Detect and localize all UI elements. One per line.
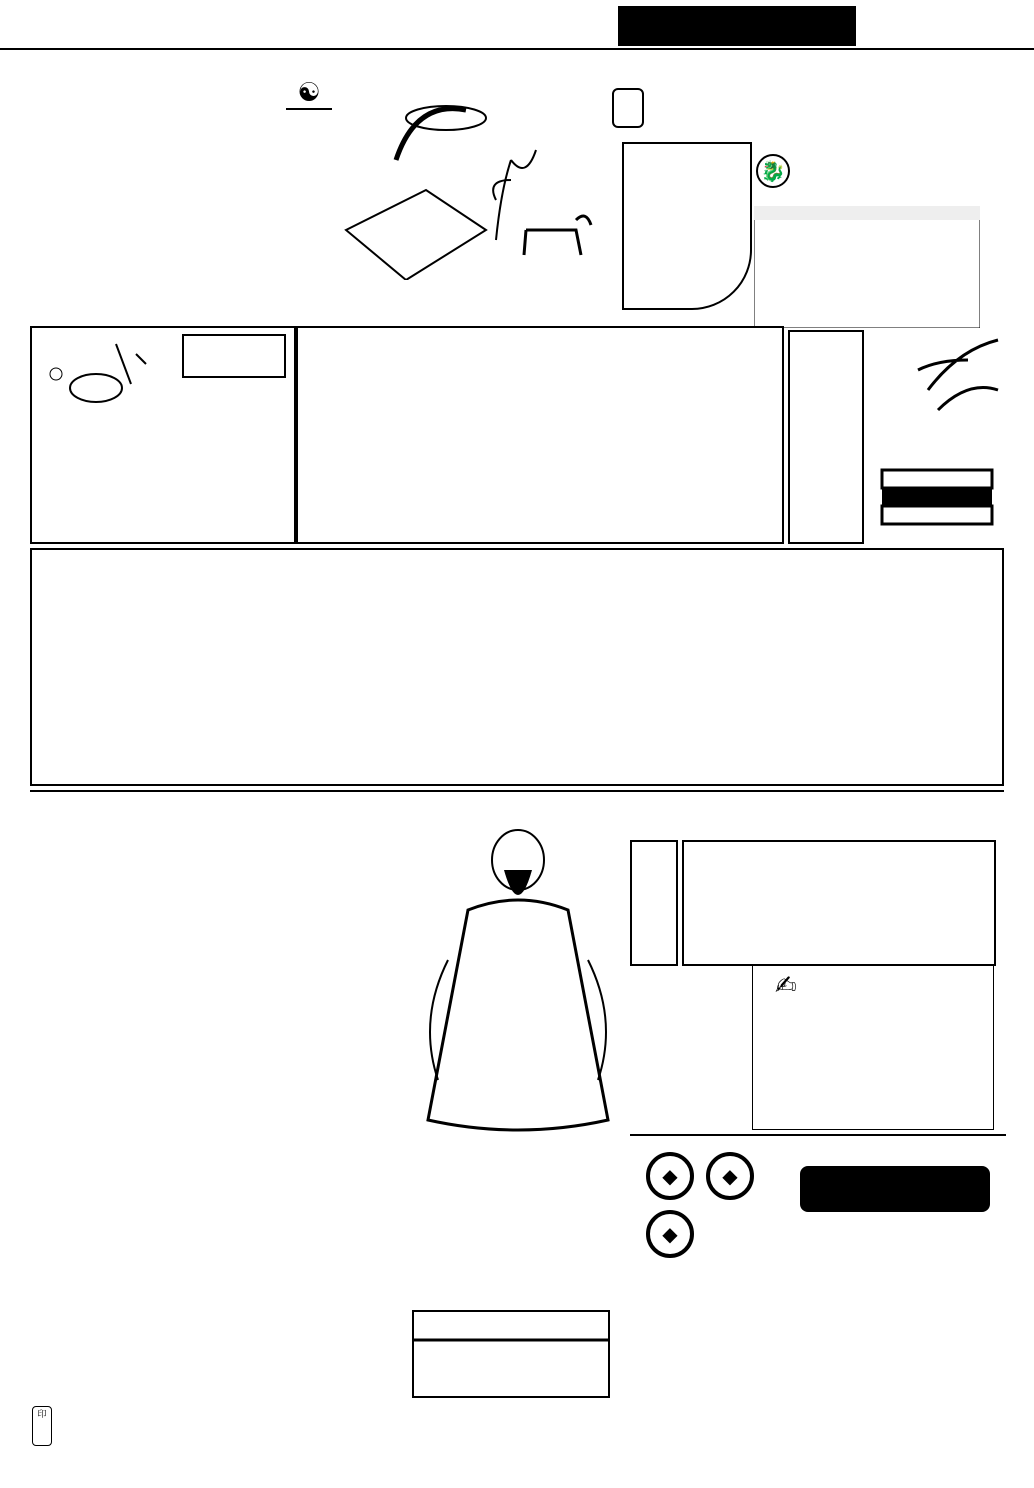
abacus-panel	[404, 1262, 622, 1474]
warning-box	[618, 6, 856, 46]
horse-landscape-illustration	[336, 80, 596, 280]
gold-panel	[30, 1288, 396, 1474]
yishu-panel	[640, 1142, 1006, 1482]
zodiac-table	[30, 548, 1004, 786]
signature-mark-icon: ✍	[775, 971, 797, 1001]
brand-strip-top	[0, 50, 1034, 72]
divider	[630, 1134, 1006, 1136]
special-title	[630, 840, 678, 966]
jiehua-panel	[30, 326, 296, 544]
abacus-illustration	[412, 1310, 610, 1398]
treasure-map-sketch	[36, 334, 176, 414]
brand-strip-left	[2, 72, 26, 1482]
seal-stamp-icon: 印	[32, 1406, 52, 1446]
draw-calendar	[754, 206, 980, 328]
roar-badge	[286, 108, 332, 110]
scroll-panel	[622, 142, 752, 310]
coin-icon: ◆	[646, 1210, 694, 1258]
special-text	[682, 840, 996, 966]
guess-box	[752, 964, 994, 1130]
coin-icon: ◆	[646, 1152, 694, 1200]
coin-icon: ◆	[706, 1152, 754, 1200]
hot-numbers-panel	[30, 72, 286, 324]
main-text-panel	[296, 326, 784, 544]
fire-numbers-panel	[788, 330, 864, 544]
books-plant-illustration	[868, 330, 1004, 540]
sage-figure-illustration	[408, 820, 628, 1140]
cut-off-line	[30, 790, 1004, 810]
today-roar: ☯	[286, 78, 332, 318]
masthead	[604, 74, 1008, 330]
dragon-emblem-icon: 🐉	[756, 154, 790, 188]
header-bar	[0, 0, 1034, 50]
yishu-title	[800, 1166, 990, 1212]
jiehua-title	[182, 334, 286, 378]
brand-strip-right	[1008, 72, 1032, 1482]
seal-stamp	[612, 88, 644, 128]
